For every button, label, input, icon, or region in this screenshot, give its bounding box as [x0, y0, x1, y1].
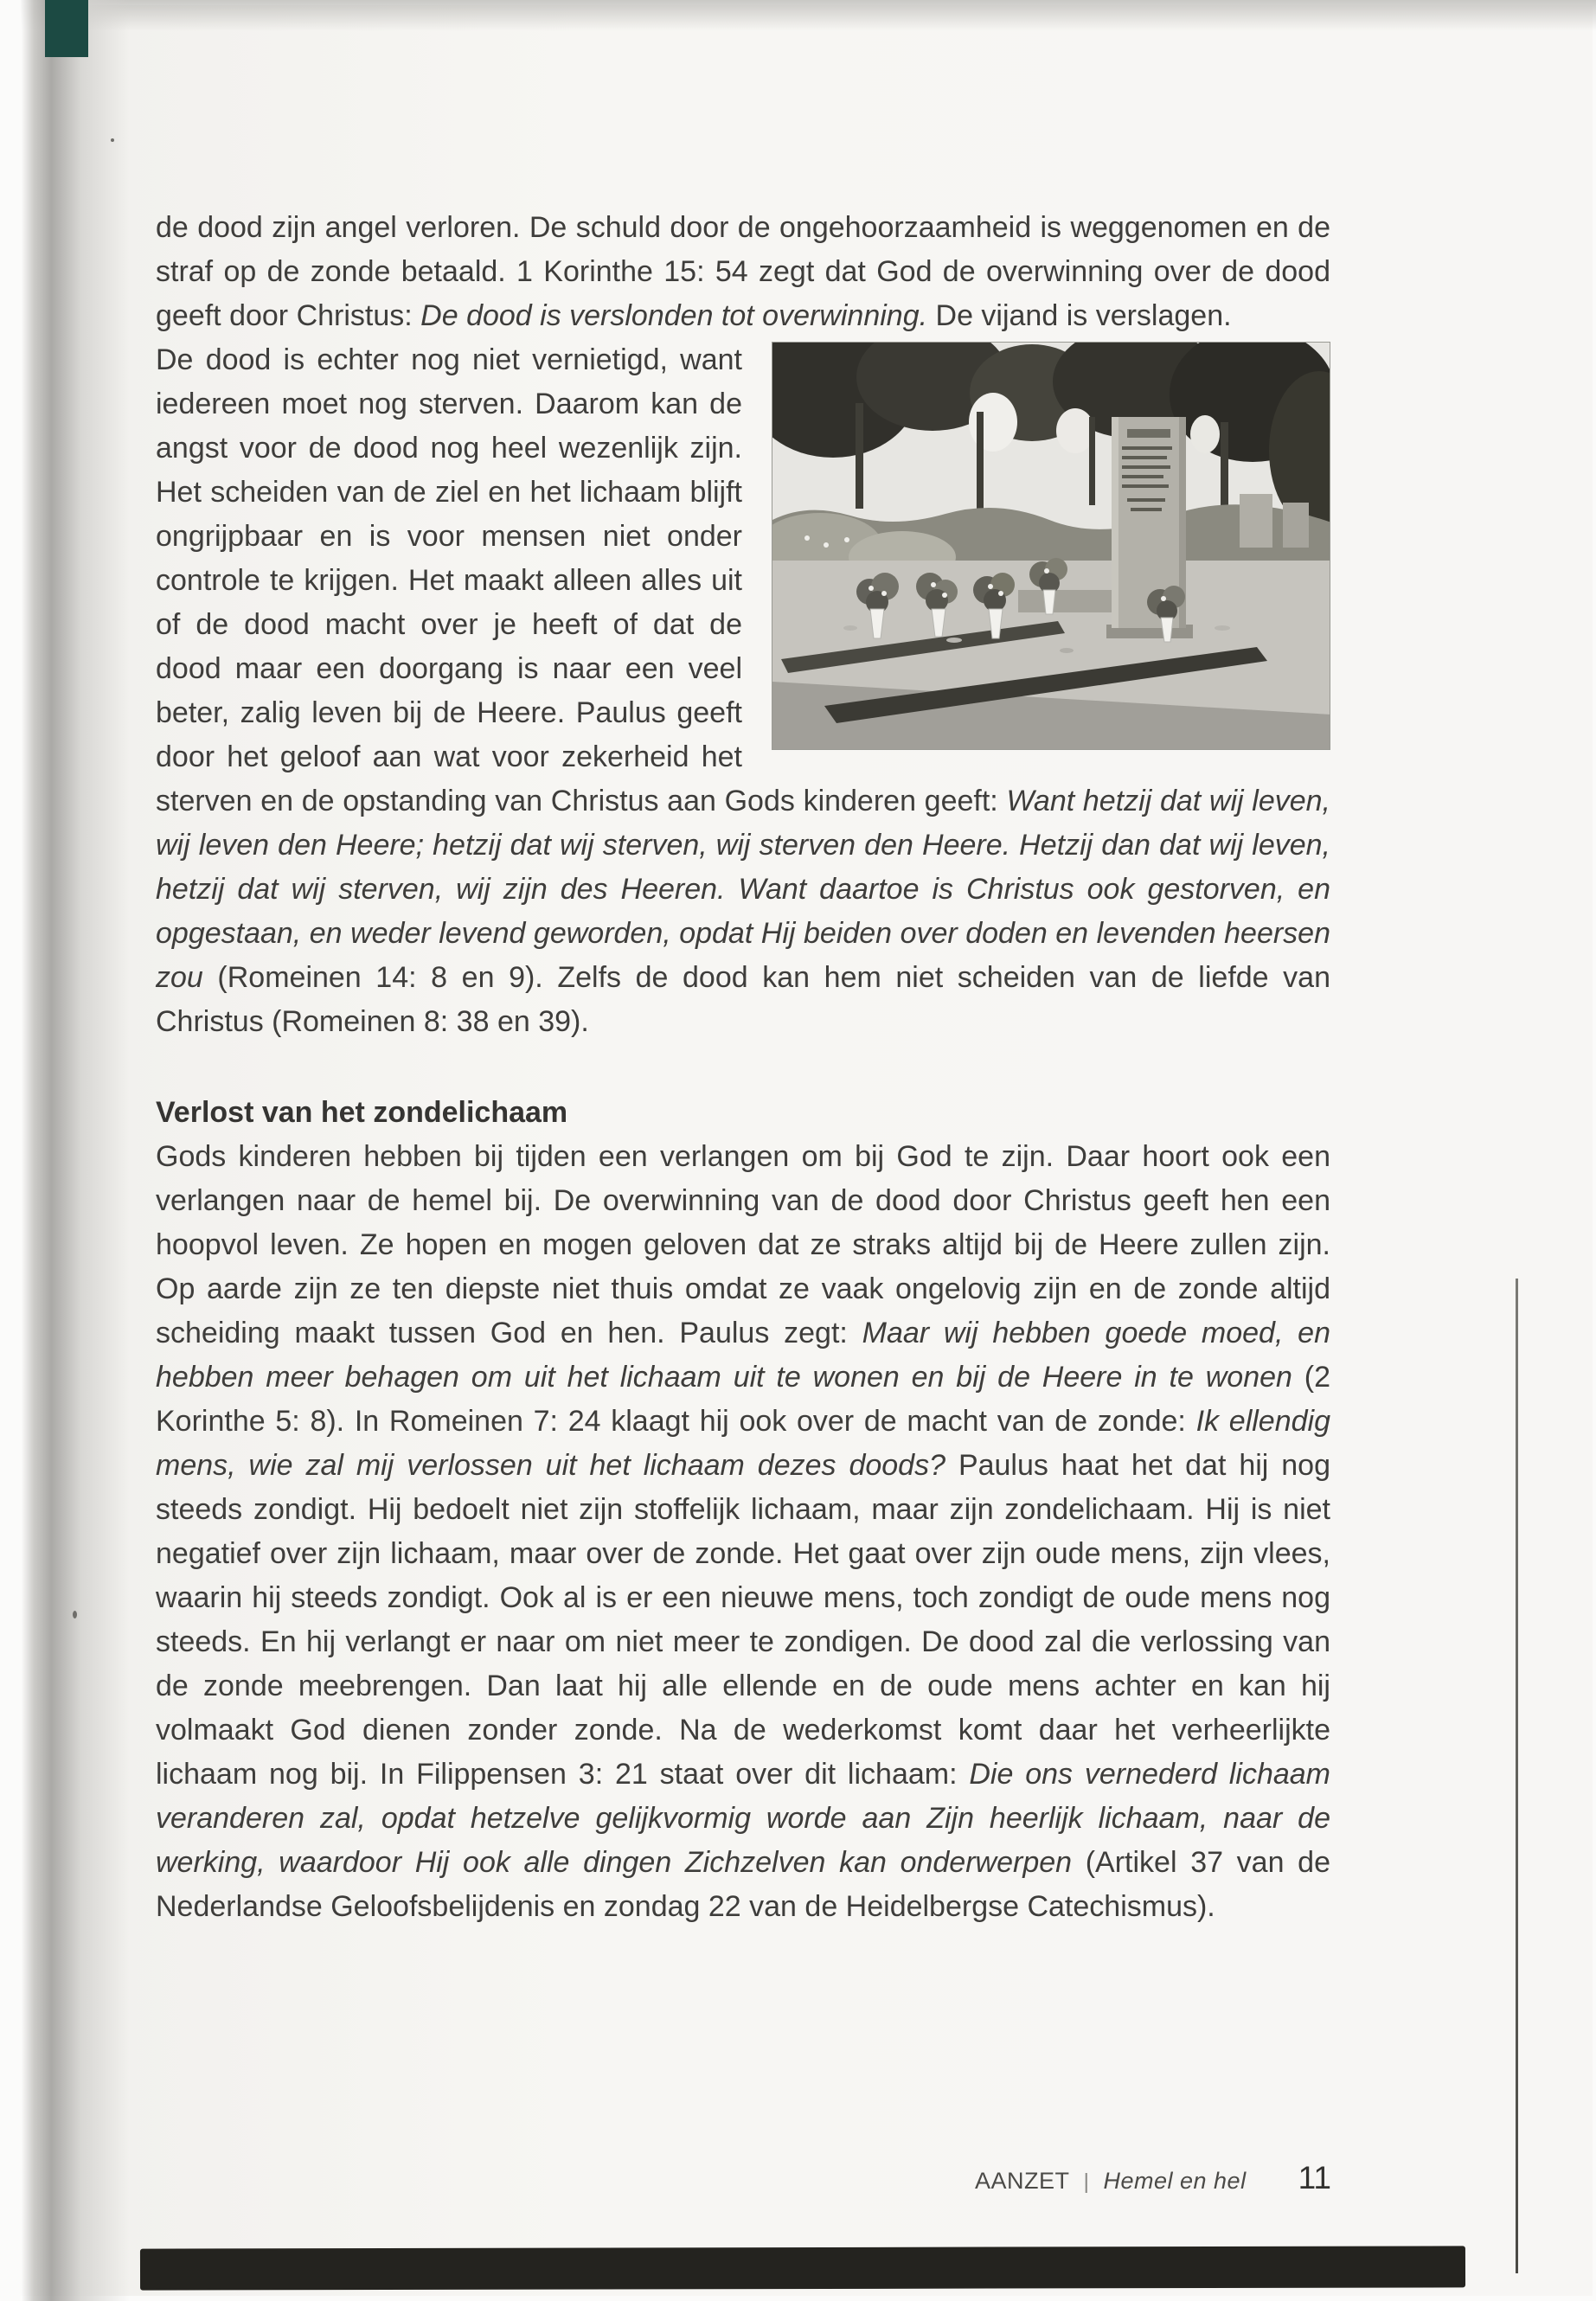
binding-gutter-shadow — [21, 0, 130, 2301]
cemetery-photo-illustration — [772, 343, 1330, 750]
footer-imprint: AANZET — [974, 2168, 1070, 2194]
cover-corner-mark — [45, 0, 88, 57]
footer-divider: | — [1083, 2170, 1090, 2194]
cemetery-photo — [772, 342, 1330, 750]
scan-speck — [73, 1611, 77, 1618]
footer-book-title: Hemel en hel — [1103, 2168, 1247, 2194]
paragraph-continued: de dood zijn angel verloren. De schuld door de ongehoorzaamheid is weggenomen en de straf op de zonde betaald. 1 Korinthe 15: 54 zegt dat God de overwinning over de dood geeft door Christus: De dood is verslonden tot overwinning. De vijand is verslagen. — [156, 211, 1330, 332]
page-number: 11 — [1298, 2160, 1331, 2195]
scan-top-edge-shadow — [21, 0, 1596, 31]
scan-bottom-dark-bar — [140, 2246, 1465, 2290]
section-heading: Verlost van het zondelichaam — [156, 1096, 568, 1129]
paragraph: Gods kinderen hebben bij tijden een verlangen om bij God te zijn. Daar hoort ook een verlangen naar de hemel bij. De overwinning van de dood door Christus geeft hen een hoopvol leven. Ze hopen en mogen geloven dat ze straks altijd bij de Heere zullen zijn. Op aarde zijn ze ten diepste niet thuis omdat ze vaak ongelovig zijn en de zonde altijd scheiding maakt tussen God en hen. Paulus zegt: Maar wij hebben goede moed, en hebben meer behagen om uit het lichaam uit te wonen en bij de Heere in te wonen (2 Korinthe 5: 8). In Romeinen 7: 24 klaagt hij ook over de macht van de zonde: Ik ellendig mens, wie zal mij verlossen uit het lichaam dezes doods? Paulus haat het dat hij nog steeds zondigt. Hij bedoelt niet zijn stoffelijk lichaam, maar zijn zondelichaam. Hij is niet negatief over zijn lichaam, maar over de zonde. Het gaat over zijn oude mens, zijn vlees, waarin hij steeds zondigt. Ook al is er een nieuwe mens, toch zondigt de oude mens nog steeds. En hij verlangt er naar om niet meer te zondigen. De dood zal die verlossing van de zonde meebrengen. Dan laat hij alle ellende en de oude mens achter en kan hij volmaakt God dienen zonder zonde. Na de wederkomst komt daar het verheerlijkte lichaam nog bij. In Filippensen 3: 21 staat over dit lichaam: Die ons vernederd lichaam veranderen zal, opdat hetzelve gelijkvormig worde aan Zijn heerlijk lichaam, naar de werking, waardoor Hij ook alle dingen Zichzelven kan onderwerpen (Artikel 37 van de Nederlandse Geloofsbelijdenis en zondag 22 van de Heidelbergse Catechismus). — [156, 1140, 1331, 1923]
paragraph-with-photo — [156, 338, 1330, 1044]
page-footer — [975, 2160, 1331, 2196]
paragraph-text: De dood is echter nog niet vernietigd, want iedereen moet nog sterven. Daarom kan de angst voor de dood nog heel wezenlijk zijn. Het scheiden van de ziel en het lichaam blijft ongrijpbaar en is voor mensen niet onder controle te krijgen. Het maakt alleen alles uit of de dood macht over je heeft of dat de dood maar een doorgang is naar een veel beter, zalig leven bij de Heere. Paulus geeft door het geloof aan wat voor zekerheid het sterven en de opstanding van Christus aan Gods kinderen geeft: Want hetzij dat wij leven, wij leven den Heere; hetzij dat wij sterven, wij sterven den Heere. Hetzij dan dat wij leven, hetzij dat wij sterven, wij zijn des Heeren. Want daartoe is Christus ook gestorven, en opgestaan, en weder levend geworden, opdat Hij beiden over doden en levenden heersen zou (Romeinen 14: 8 en 9). Zelfs de dood kan hem niet scheiden van de liefde van Christus (Romeinen 8: 38 en 39). — [156, 343, 1331, 1038]
page-text-block — [156, 206, 1330, 1929]
page-edge-line — [1516, 1279, 1518, 2273]
scan-speck — [111, 138, 114, 142]
